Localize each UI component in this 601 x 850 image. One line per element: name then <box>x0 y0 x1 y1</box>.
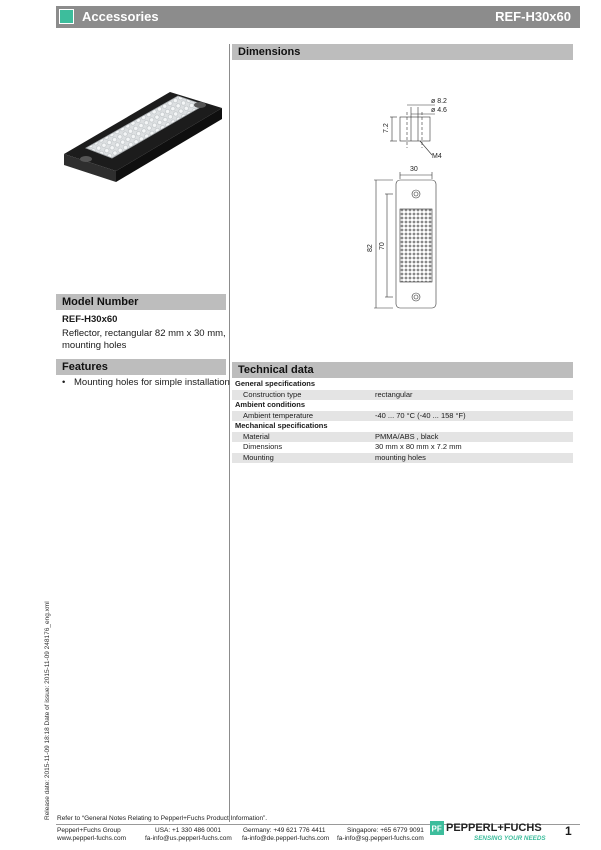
dim-width: 30 <box>410 166 418 173</box>
brand-name: PEPPERL+FUCHS <box>446 822 542 834</box>
model-name: REF-H30x60 <box>62 314 118 325</box>
footer-group: Pepperl+Fuchs Group <box>57 827 121 834</box>
header-title: Accessories <box>82 9 159 24</box>
footer-web: www.pepperl-fuchs.com <box>57 835 126 842</box>
dim-d2: ø 4.6 <box>431 107 447 114</box>
footer-note: Refer to “General Notes Relating to Pepperl+Fuchs Product Information”. <box>57 815 268 822</box>
svg-text:PF: PF <box>431 824 442 834</box>
footer-sg-phone: Singapore: +65 6779 9091 <box>347 827 424 834</box>
dimension-drawing <box>360 92 480 324</box>
footer-sg-mail: fa-info@sg.pepperl-fuchs.com <box>337 835 424 842</box>
table-row: Ambient temperature -40 ... 70 °C (-40 ... 158 °F) <box>232 411 573 422</box>
table-row: Ambient conditions <box>235 400 305 409</box>
model-description-line1: Reflector, rectangular 82 mm x 30 mm, <box>62 328 226 339</box>
dim-d1: ø 8.2 <box>431 98 447 105</box>
section-square-icon <box>59 9 74 24</box>
feature-text: Mounting holes for simple installation <box>74 377 230 388</box>
footer-usa-phone: USA: +1 330 486 0001 <box>155 827 221 834</box>
dim-thickness: 7.2 <box>383 123 390 133</box>
dim-thread: M4 <box>432 153 442 160</box>
release-info: Release date: 2015-11-09 18:18 Date of issue: 2015-11-09 248176_eng.xml <box>44 601 51 820</box>
header-model: REF-H30x60 <box>495 9 571 24</box>
header-bar <box>56 6 580 28</box>
pepperl-fuchs-logo-icon <box>430 821 444 835</box>
column-divider <box>229 44 230 822</box>
section-header-technical-data: Technical data <box>232 362 573 378</box>
section-header-dimensions: Dimensions <box>232 44 573 60</box>
footer-de-phone: Germany: +49 621 776 4411 <box>243 827 326 834</box>
table-row: Material PMMA/ABS , black <box>232 432 573 443</box>
dim-height-inner: 70 <box>379 242 386 250</box>
table-row: General specifications <box>235 379 316 388</box>
dim-height-total: 82 <box>367 244 374 252</box>
table-row: Mechanical specifications <box>235 421 328 430</box>
section-header-features: Features <box>56 359 226 375</box>
technical-data-table <box>232 379 573 463</box>
model-description-line2: mounting holes <box>62 340 127 351</box>
table-row: Dimensions 30 mm x 80 mm x 7.2 mm <box>243 442 462 451</box>
table-row: Mounting mounting holes <box>232 453 573 464</box>
footer-de-mail: fa-info@de.pepperl-fuchs.com <box>242 835 330 842</box>
section-header-model-number: Model Number <box>56 294 226 310</box>
footer-usa-mail: fa-info@us.pepperl-fuchs.com <box>145 835 232 842</box>
brand-slogan: SENSING YOUR NEEDS <box>474 835 546 842</box>
table-row: Construction type rectangular <box>232 390 573 401</box>
page-number: 1 <box>565 824 572 838</box>
product-image <box>58 78 228 203</box>
feature-item: • Mounting holes for simple installation <box>62 377 230 388</box>
